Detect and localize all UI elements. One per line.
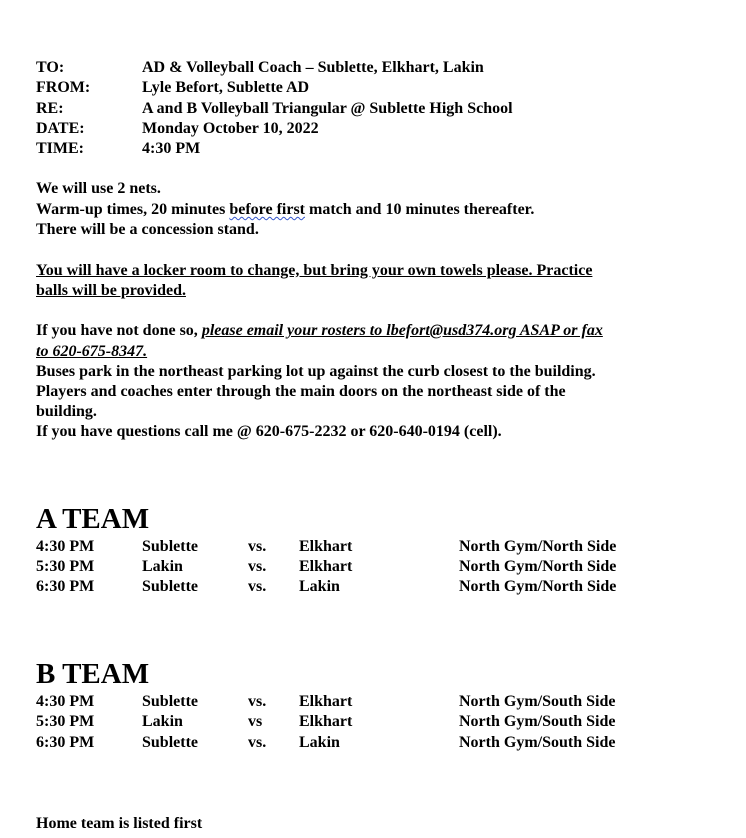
away-team: Elkhart (299, 693, 353, 710)
rosters-fax: to 620-675-8347. (36, 343, 148, 360)
away-team: Lakin (299, 734, 340, 751)
versus: vs. (248, 578, 267, 595)
b-team-title: B TEAM (36, 658, 150, 690)
versus: vs. (248, 558, 267, 575)
rosters-lead: If you have not done so, (36, 322, 202, 339)
a-team-title: A TEAM (36, 503, 150, 535)
home-team: Lakin (142, 558, 183, 575)
time-label: TIME: (36, 140, 84, 157)
to-value: AD & Volleyball Coach – Sublette, Elkhart, Lakin (142, 59, 484, 76)
away-team: Elkhart (299, 538, 353, 555)
match-location: North Gym/South Side (459, 734, 616, 751)
locker-note-line1: You will have a locker room to change, but bring your own towels please. Practice (36, 262, 593, 279)
match-time: 6:30 PM (36, 734, 95, 751)
away-team: Elkhart (299, 713, 353, 730)
nets-note: We will use 2 nets. (36, 180, 161, 197)
home-team: Sublette (142, 693, 198, 710)
re-label: RE: (36, 100, 64, 117)
away-team: Elkhart (299, 558, 353, 575)
match-time: 4:30 PM (36, 693, 95, 710)
match-location: North Gym/North Side (459, 578, 617, 595)
match-time: 4:30 PM (36, 538, 95, 555)
to-label: TO: (36, 59, 65, 76)
home-team: Sublette (142, 734, 198, 751)
home-team: Lakin (142, 713, 183, 730)
rosters-note (36, 321, 603, 341)
locker-note-line2: balls will be provided. (36, 282, 186, 299)
match-time: 5:30 PM (36, 713, 95, 730)
versus: vs. (248, 538, 267, 555)
entrance-note-line1: Players and coaches enter through the main doors on the northeast side of the (36, 383, 566, 400)
warmup-note (36, 200, 534, 220)
match-location: North Gym/South Side (459, 693, 616, 710)
buses-note: Buses park in the northeast parking lot up against the curb closest to the building. (36, 363, 596, 380)
concession-note: There will be a concession stand. (36, 221, 259, 238)
versus: vs. (248, 693, 267, 710)
home-team: Sublette (142, 538, 198, 555)
versus: vs (248, 713, 263, 730)
away-team: Lakin (299, 578, 340, 595)
match-time: 6:30 PM (36, 578, 95, 595)
match-location: North Gym/North Side (459, 558, 617, 575)
footer-note: Home team is listed first (36, 815, 203, 832)
warmup-pre: Warm-up times, 20 minutes (36, 201, 230, 218)
date-value: Monday October 10, 2022 (142, 120, 319, 137)
match-location: North Gym/South Side (459, 713, 616, 730)
entrance-note-line2: building. (36, 403, 97, 420)
versus: vs. (248, 734, 267, 751)
match-location: North Gym/North Side (459, 538, 617, 555)
time-value: 4:30 PM (142, 140, 201, 157)
home-team: Sublette (142, 578, 198, 595)
rosters-email-link[interactable]: please email your rosters to lbefort@usd374.org ASAP or fax (201, 322, 603, 339)
re-value: A and B Volleyball Triangular @ Sublette High School (142, 100, 513, 117)
warmup-post: match and 10 minutes thereafter. (305, 201, 535, 218)
questions-note: If you have questions call me @ 620-675-2232 or 620-640-0194 (cell). (36, 423, 502, 440)
warmup-flagged-text: before first (229, 201, 305, 218)
from-label: FROM: (36, 79, 91, 96)
match-time: 5:30 PM (36, 558, 95, 575)
date-label: DATE: (36, 120, 85, 137)
from-value: Lyle Befort, Sublette AD (142, 79, 310, 96)
